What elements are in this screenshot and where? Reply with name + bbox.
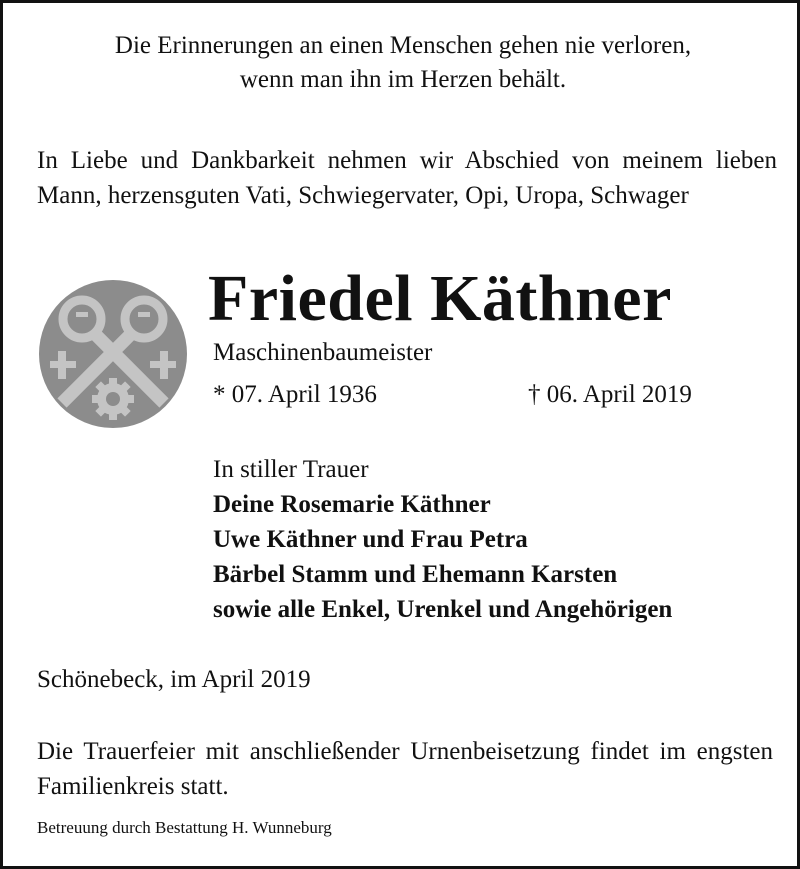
crossed-keys-emblem-icon xyxy=(38,279,188,429)
motto-line-2: wenn man ihn im Herzen behält. xyxy=(239,66,567,93)
mourner-name: Bärbel Stamm und Ehemann Karsten xyxy=(213,561,618,588)
mourning-intro: In stiller Trauer xyxy=(213,456,369,483)
undertaker-note: Betreuung durch Bestattung H. Wunneburg xyxy=(37,818,332,837)
birth-date: * 07. April 1936 xyxy=(213,381,377,408)
mourner-name: sowie alle Enkel, Urenkel und Angehörigen xyxy=(213,596,673,623)
motto-quote xyxy=(3,29,800,97)
deceased-profession: Maschinenbaumeister xyxy=(213,339,433,366)
deceased-name: Friedel Käthner xyxy=(208,262,672,335)
place-and-date: Schönebeck, im April 2019 xyxy=(37,666,311,693)
death-date: † 06. April 2019 xyxy=(528,381,692,408)
gear-icon xyxy=(92,378,134,420)
mourner-name: Deine Rosemarie Käthner xyxy=(213,491,491,518)
funeral-note: Die Trauerfeier mit anschließender Urnenbeisetzung findet im engsten Familienkreis statt. xyxy=(37,738,773,800)
motto-line-1: Die Erinnerungen an einen Menschen gehen nie verloren, xyxy=(114,32,692,59)
intro-text: In Liebe und Dankbarkeit nehmen wir Abschied von meinem lieben Mann, herzensguten Vati, Schwiegervater, Opi, Uropa, Schwager xyxy=(37,147,777,209)
mourners-list xyxy=(213,452,672,627)
mourner-name: Uwe Käthner und Frau Petra xyxy=(213,526,528,553)
